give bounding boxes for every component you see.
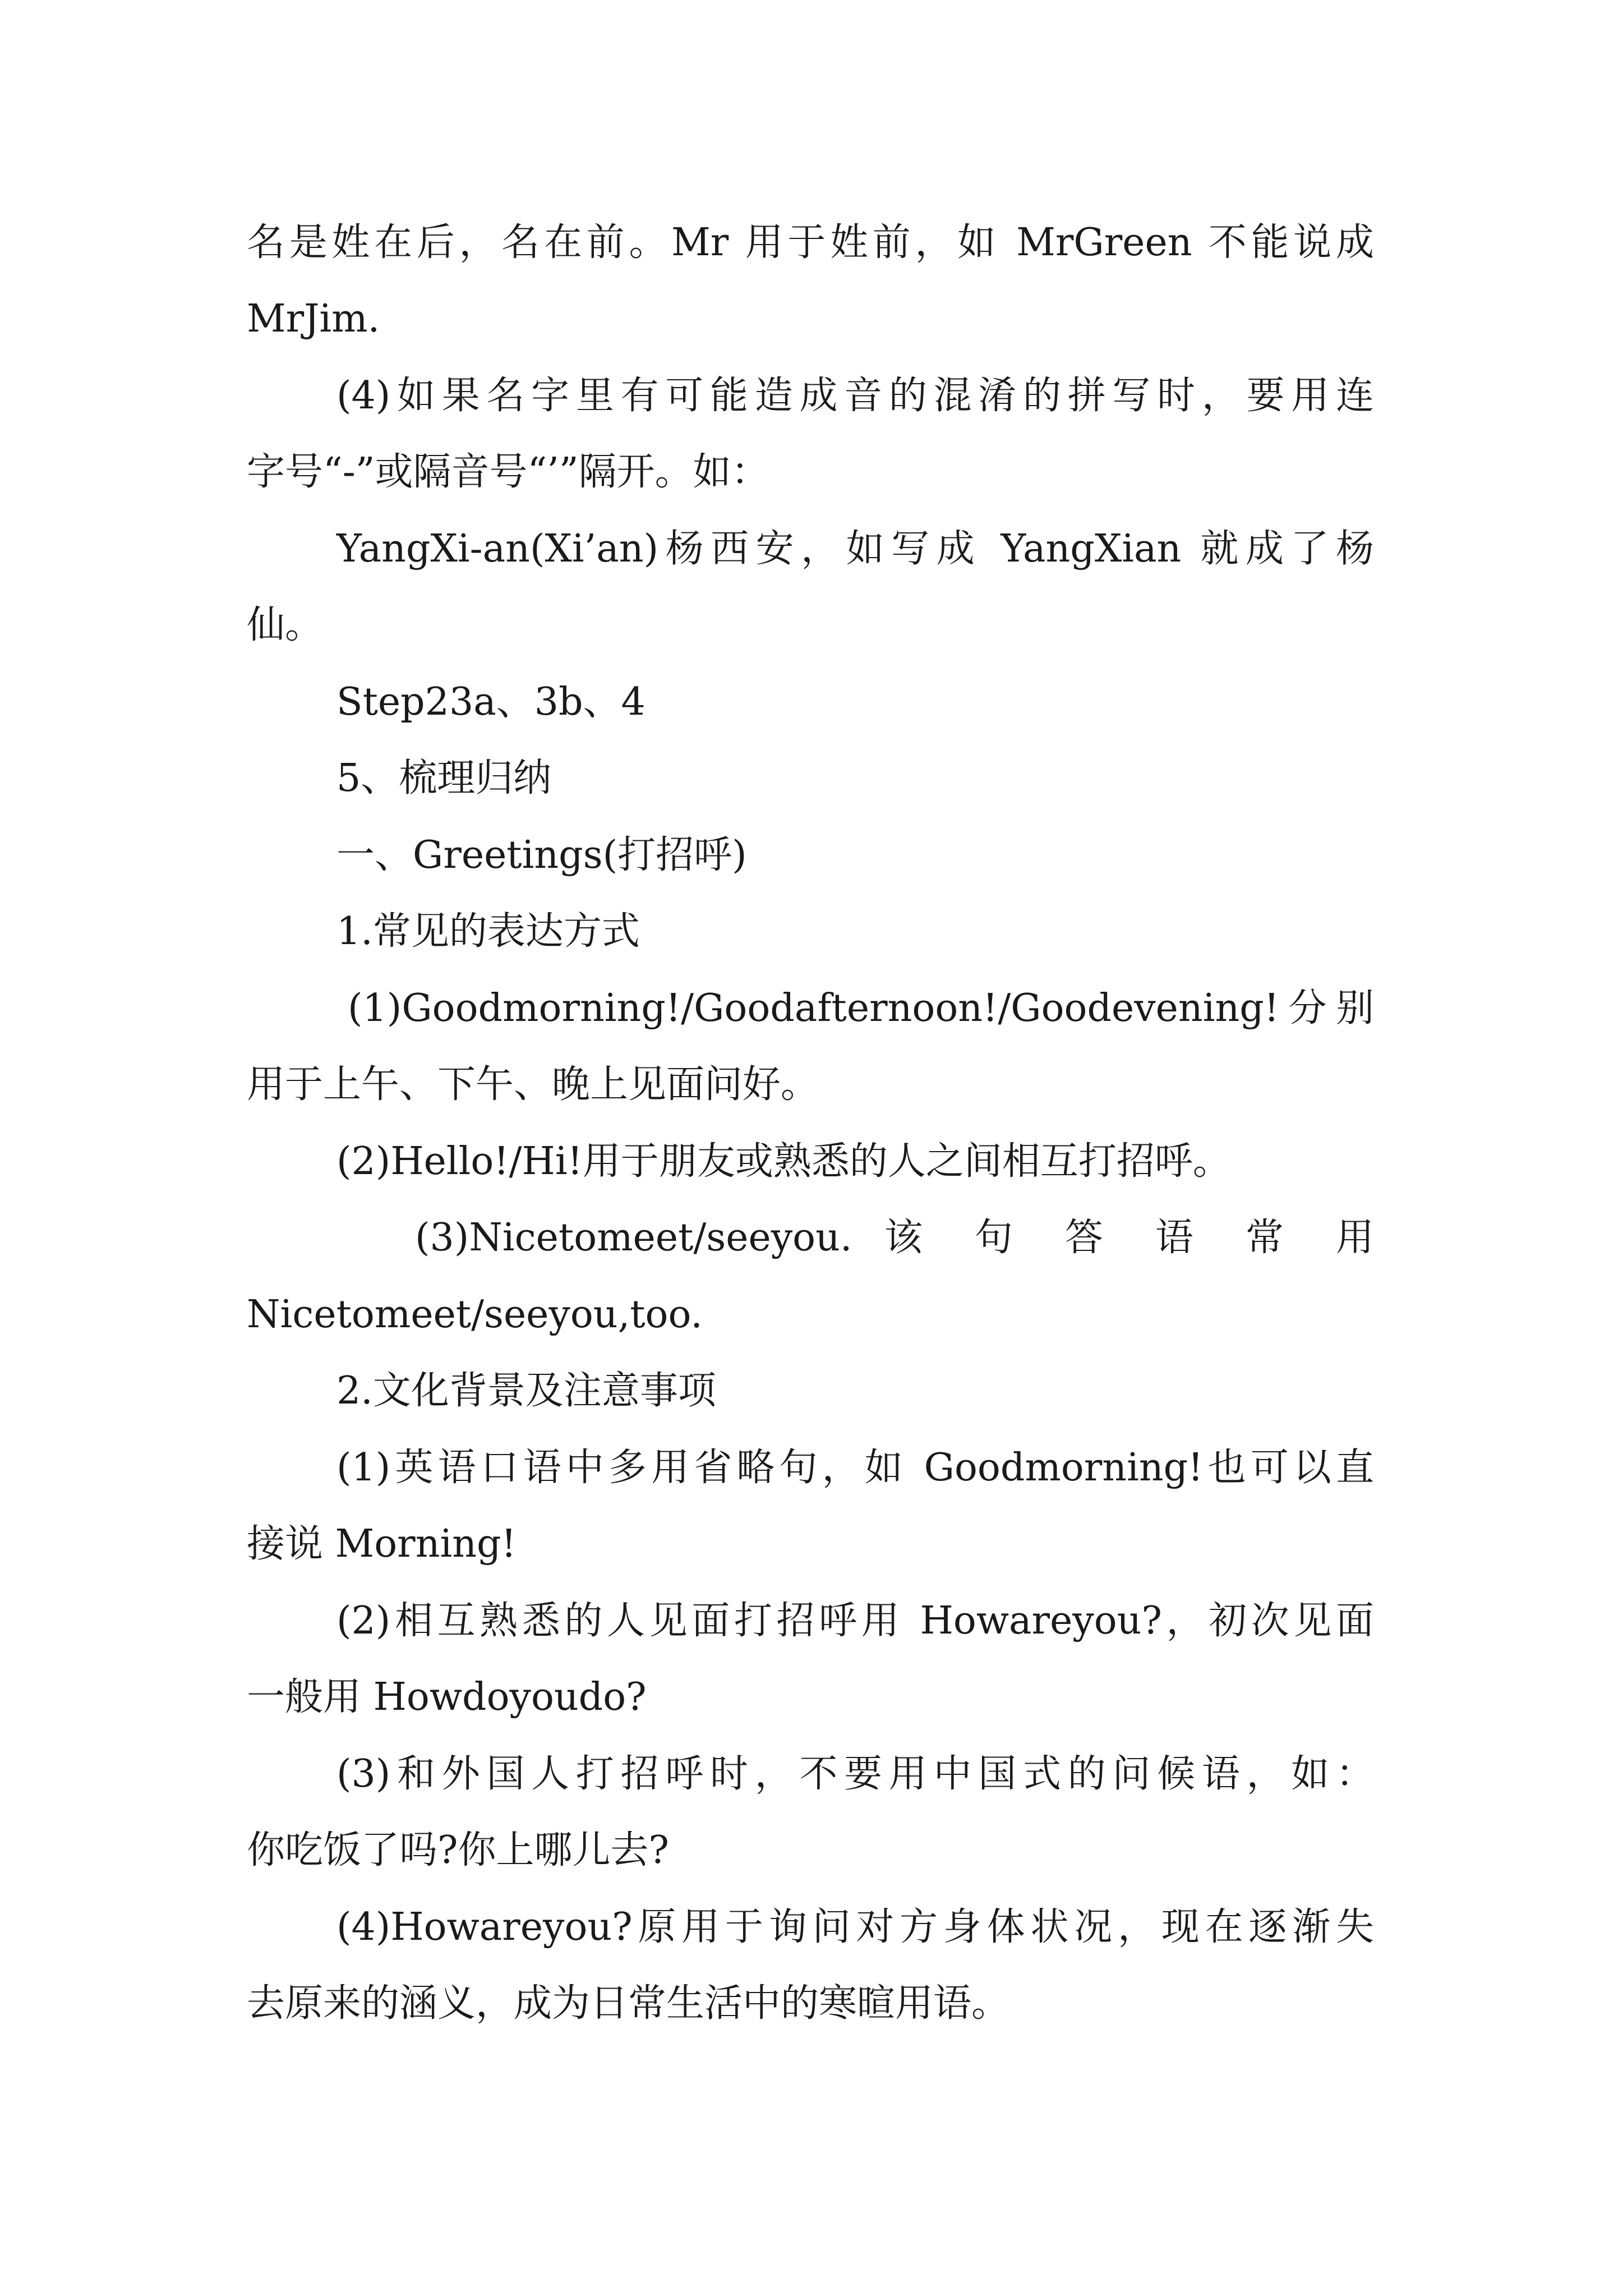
- text-line: (2)相互熟悉的人见面打招呼用 Howareyou?，初次见面: [336, 1599, 1374, 1643]
- text-line: (3)Nicetomeet/seeyou. 该 句 答 语 常 用: [415, 1216, 1374, 1260]
- text-line: 去原来的涵义，成为日常生活中的寒暄用语。: [247, 1981, 1010, 2026]
- section-heading: 一、Greetings(打招呼): [336, 833, 747, 877]
- text-line: 一般用 Howdoyoudo?: [247, 1675, 647, 1719]
- text-line: (2)Hello!/Hi!用于朋友或熟悉的人之间相互打招呼。: [336, 1139, 1231, 1184]
- text-line: 你吃饭了吗?你上哪儿去?: [247, 1828, 669, 1872]
- text-line: (1)Goodmorning!/Goodafternoon!/Goodevening!分别: [348, 986, 1374, 1030]
- subsection-heading: 2.文化背景及注意事项: [336, 1369, 716, 1413]
- text-line: Nicetomeet/seeyou,too.: [247, 1292, 703, 1337]
- text-line: MrJim.: [247, 297, 380, 341]
- text-line: 用于上午、下午、晚上见面问好。: [247, 1062, 819, 1107]
- text-line: 5、梳理归纳: [336, 756, 552, 800]
- text-line: (4)如果名字里有可能造成音的混淆的拼写时，要用连: [336, 374, 1374, 418]
- text-line: (1)英语口语中多用省略句，如 Goodmorning!也可以直: [336, 1446, 1374, 1490]
- text-line: 名是姓在后，名在前。Mr 用于姓前，如 MrGreen 不能说成: [247, 220, 1374, 265]
- text-line: 字号“-”或隔音号“’”隔开。如：: [247, 450, 769, 494]
- text-line: 接说 Morning!: [247, 1522, 517, 1566]
- text-line: YangXi-an(Xi’an)杨西安，如写成 YangXian 就成了杨: [336, 527, 1374, 571]
- subsection-heading: 1.常见的表达方式: [336, 909, 640, 954]
- text-line: 仙。: [247, 603, 324, 647]
- text-line: (4)Howareyou?原用于询问对方身体状况，现在逐渐失: [336, 1905, 1374, 1949]
- text-line: Step23a、3b、4: [336, 680, 645, 724]
- text-line: (3)和外国人打招呼时，不要用中国式的问候语，如：: [336, 1752, 1374, 1796]
